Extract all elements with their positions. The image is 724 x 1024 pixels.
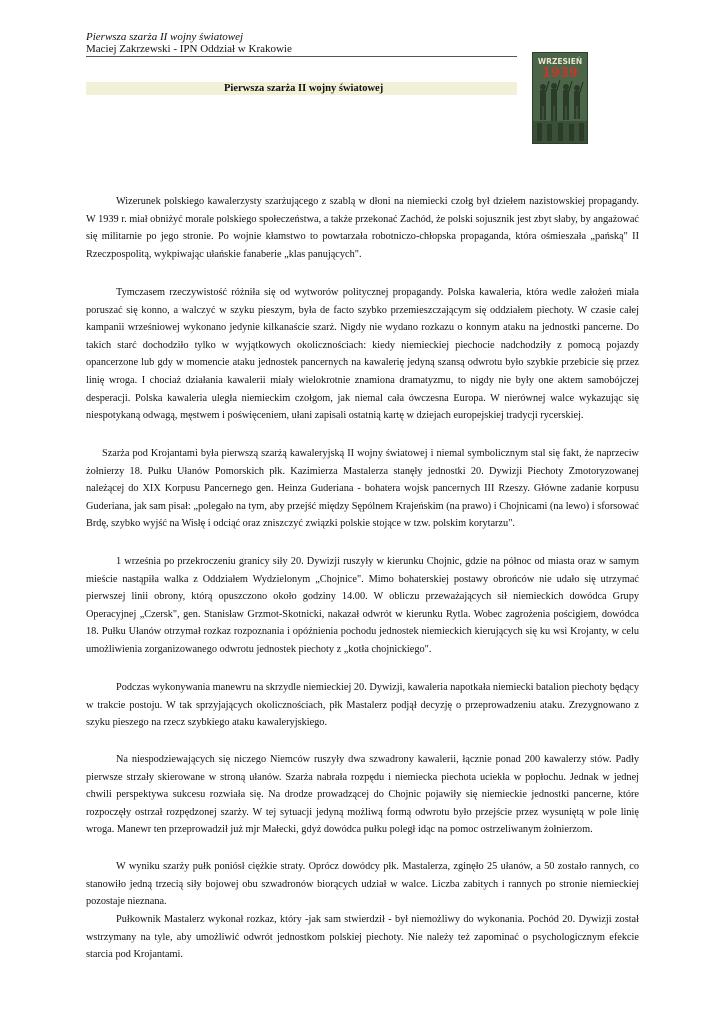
svg-text:1939: 1939 bbox=[541, 66, 579, 81]
paragraph-4 bbox=[86, 553, 639, 659]
paragraph-2 bbox=[86, 284, 639, 425]
paragraph-8 bbox=[86, 911, 639, 964]
paragraph-text: 1 września po przekroczeniu granicy siły 20. Dywizji ruszyły w kierunku Chojnic, gdzie na północ od miasta oraz w samym mieście nastąpiła walka z Oddziałem Wydzielonym „Chojnice". Mimo bohaterskiej postawy obrońców nie udało się utrzymać pierwszej linii obrony, którą opuszczono około godziny 14.00. W obliczu przeważających sił niemieckich dowódca Grupy Operacyjnej „Czersk", gen. Stanisław Grzmot-Skotnicki, nakazał odwrót w kierunku Rytla. Wobec zagrożenia pościgiem, dowódca 18. Pułku Ułanów otrzymał rozkaz rozpoznania i opóźnienia pochodu jednostek niemieckich kierujących się ku wsi Krojanty, w celu umożliwienia zorganizowanego odwrotu jednostek piechoty z „kotła chojnickiego". bbox=[86, 556, 639, 655]
paragraph-text: Tymczasem rzeczywistość różniła się od wytworów politycznej propagandy. Polska kawaleria, która wedle założeń miała poruszać się konno, a walczyć w szyku pieszym, była de facto szybko przemieszczającym się oddziałem piechoty. W czasie całej kampanii wrześniowej wykonano jedynie kilkanaście szarż. Nigdy nie wydano rozkazu o konnym ataku na jednostki pancerne. Do takich starć dochodziło tylko w wyjątkowych okolicznościach: kiedy niemieckiej piechocie nadchodziły z pomocą pojazdy opancerzone lub gdy w momencie ataku jednostek pancernych na kawalerię jedyną szansą odwrotu było szybkie przebicie się przez linię wroga. I chociaż działania kawalerii miały wielokrotnie znamiona dramatyzmu, to nigdy nie były one aktem samobójczej desperacji. Polska kawaleria uległa niemieckim czołgom, jak niemal cała ówczesna Europa. W nierównej walce wykazując się niespotykaną odwagą, męstwem i poświęceniem, ułani zapisali ostatnią kartę w dziejach europejskiej tradycji rycerskiej. bbox=[86, 287, 639, 422]
paragraph-3 bbox=[86, 445, 639, 533]
paragraph-6 bbox=[86, 751, 639, 839]
paragraph-text: Podczas wykonywania manewru na skrzydle niemieckiej 20. Dywizji, kawaleria napotkała niemiecki batalion piechoty będący w trakcie postoju. W tak sprzyjających okolicznościach, płk Mastalerz podjął decyzję o przeprowadzeniu ataku. Zrezygnowano z szyku pieszego na rzecz szybkiego ataku kawaleryjskiego. bbox=[86, 682, 639, 729]
paragraph-5 bbox=[86, 679, 639, 732]
paragraph-7 bbox=[86, 858, 639, 911]
paragraph-text: Wizerunek polskiego kawalerzysty szarżującego z szablą w dłoni na niemiecki czołg był dziełem nazistowskiej propagandy. W 1939 r. miał obniżyć morale polskiego społeczeństwa, a także przekonać Zachód, że polski sojusznik jest zbyt słaby, by angażować się militarnie po jego stronie. Po wojnie kłamstwo to powtarzała robotniczo-chłopska propaganda, która ośmieszała „pańską" II Rzeczpospolitą, wykpiwając ułańskie fanaberie „klas panujących". bbox=[86, 196, 639, 260]
paragraph-1 bbox=[86, 193, 639, 263]
svg-text:WRZESIEŃ: WRZESIEŃ bbox=[537, 57, 583, 66]
book-cover-image bbox=[532, 52, 588, 144]
page-title: Pierwsza szarża II wojny światowej bbox=[224, 83, 384, 94]
header-author-line: Maciej Zakrzewski - IPN Oddział w Krakowie bbox=[86, 43, 292, 55]
header-document-title: Pierwsza szarża II wojny światowej bbox=[86, 31, 244, 43]
paragraph-text: Na niespodziewających się niczego Niemców ruszyły dwa szwadrony kawalerii, łącznie ponad 200 kawalerzy stów. Padły pierwsze strzały skierowane w stroną ułanów. Szarża nabrała rozpędu i niemiecka piechota uciekła w popłochu. Jednak w jednej chwili perspektywa sukcesu rozwiała się. Na drodze prowadzącej do Chojnic pojawiły się niemieckie jednostki pancerne, które rozpoczęły ostrzał rozpędzonej szarży. W tej sytuacji jedyną możliwą formą odwrotu było przejście przez wysuniętą w pole linię wroga. Manewr ten przeprowadził już mjr Małecki, gdyż dowódca pułku poległ idąc na pomoc ostrzeliwanym żołnierzom. bbox=[86, 754, 639, 836]
header-divider bbox=[86, 56, 517, 57]
paragraph-text: Pułkownik Mastalerz wykonał rozkaz, który -jak sam stwierdził - był niemożliwy do wykonania. Pochód 20. Dywizji został wstrzymany na tyle, aby umożliwić odwrót jednostkom polskiej piechoty. Nie należy też zapominać o psychologicznym efekcie starcia pod Krojantami. bbox=[86, 914, 639, 961]
paragraph-text: Szarża pod Krojantami była pierwszą szarżą kawaleryjską II wojny światowej i niemal symbolicznym stal się fakt, że naprzeciw żołnierzy 18. Pułku Ułanów Pomorskich płk. Kazimierza Mastalerza stanęły jednostki 20. Dywizji Piechoty Zmotoryzowanej należącej do XIX Korpusu Pancernego gen. Heinza Guderiana - bohatera wojsk pancernych III Rzeszy. Główne zadanie korpusu Guderiana, jak sam pisał: „polegało na tym, aby przejść między Sępólnem Krajeńskim (na prawo) i Chojnicami (na lewo) i sforsować Brdę, szybko wyjść na Wisłę i odciąć oraz zniszczyć związki polskie stojące w tzw. polskim korytarzu". bbox=[86, 448, 639, 530]
paragraph-text: W wyniku szarży pułk poniósł ciężkie straty. Oprócz dowódcy płk. Mastalerza, zginęło 25 ułanów, a 50 zostało rannych, co stanowiło jedną trzecią siły bojowej obu szwadronów biorących udział w walce. Liczba zabitych i rannych po stronie niemieckiej pozostaje nieznana. bbox=[86, 861, 639, 908]
